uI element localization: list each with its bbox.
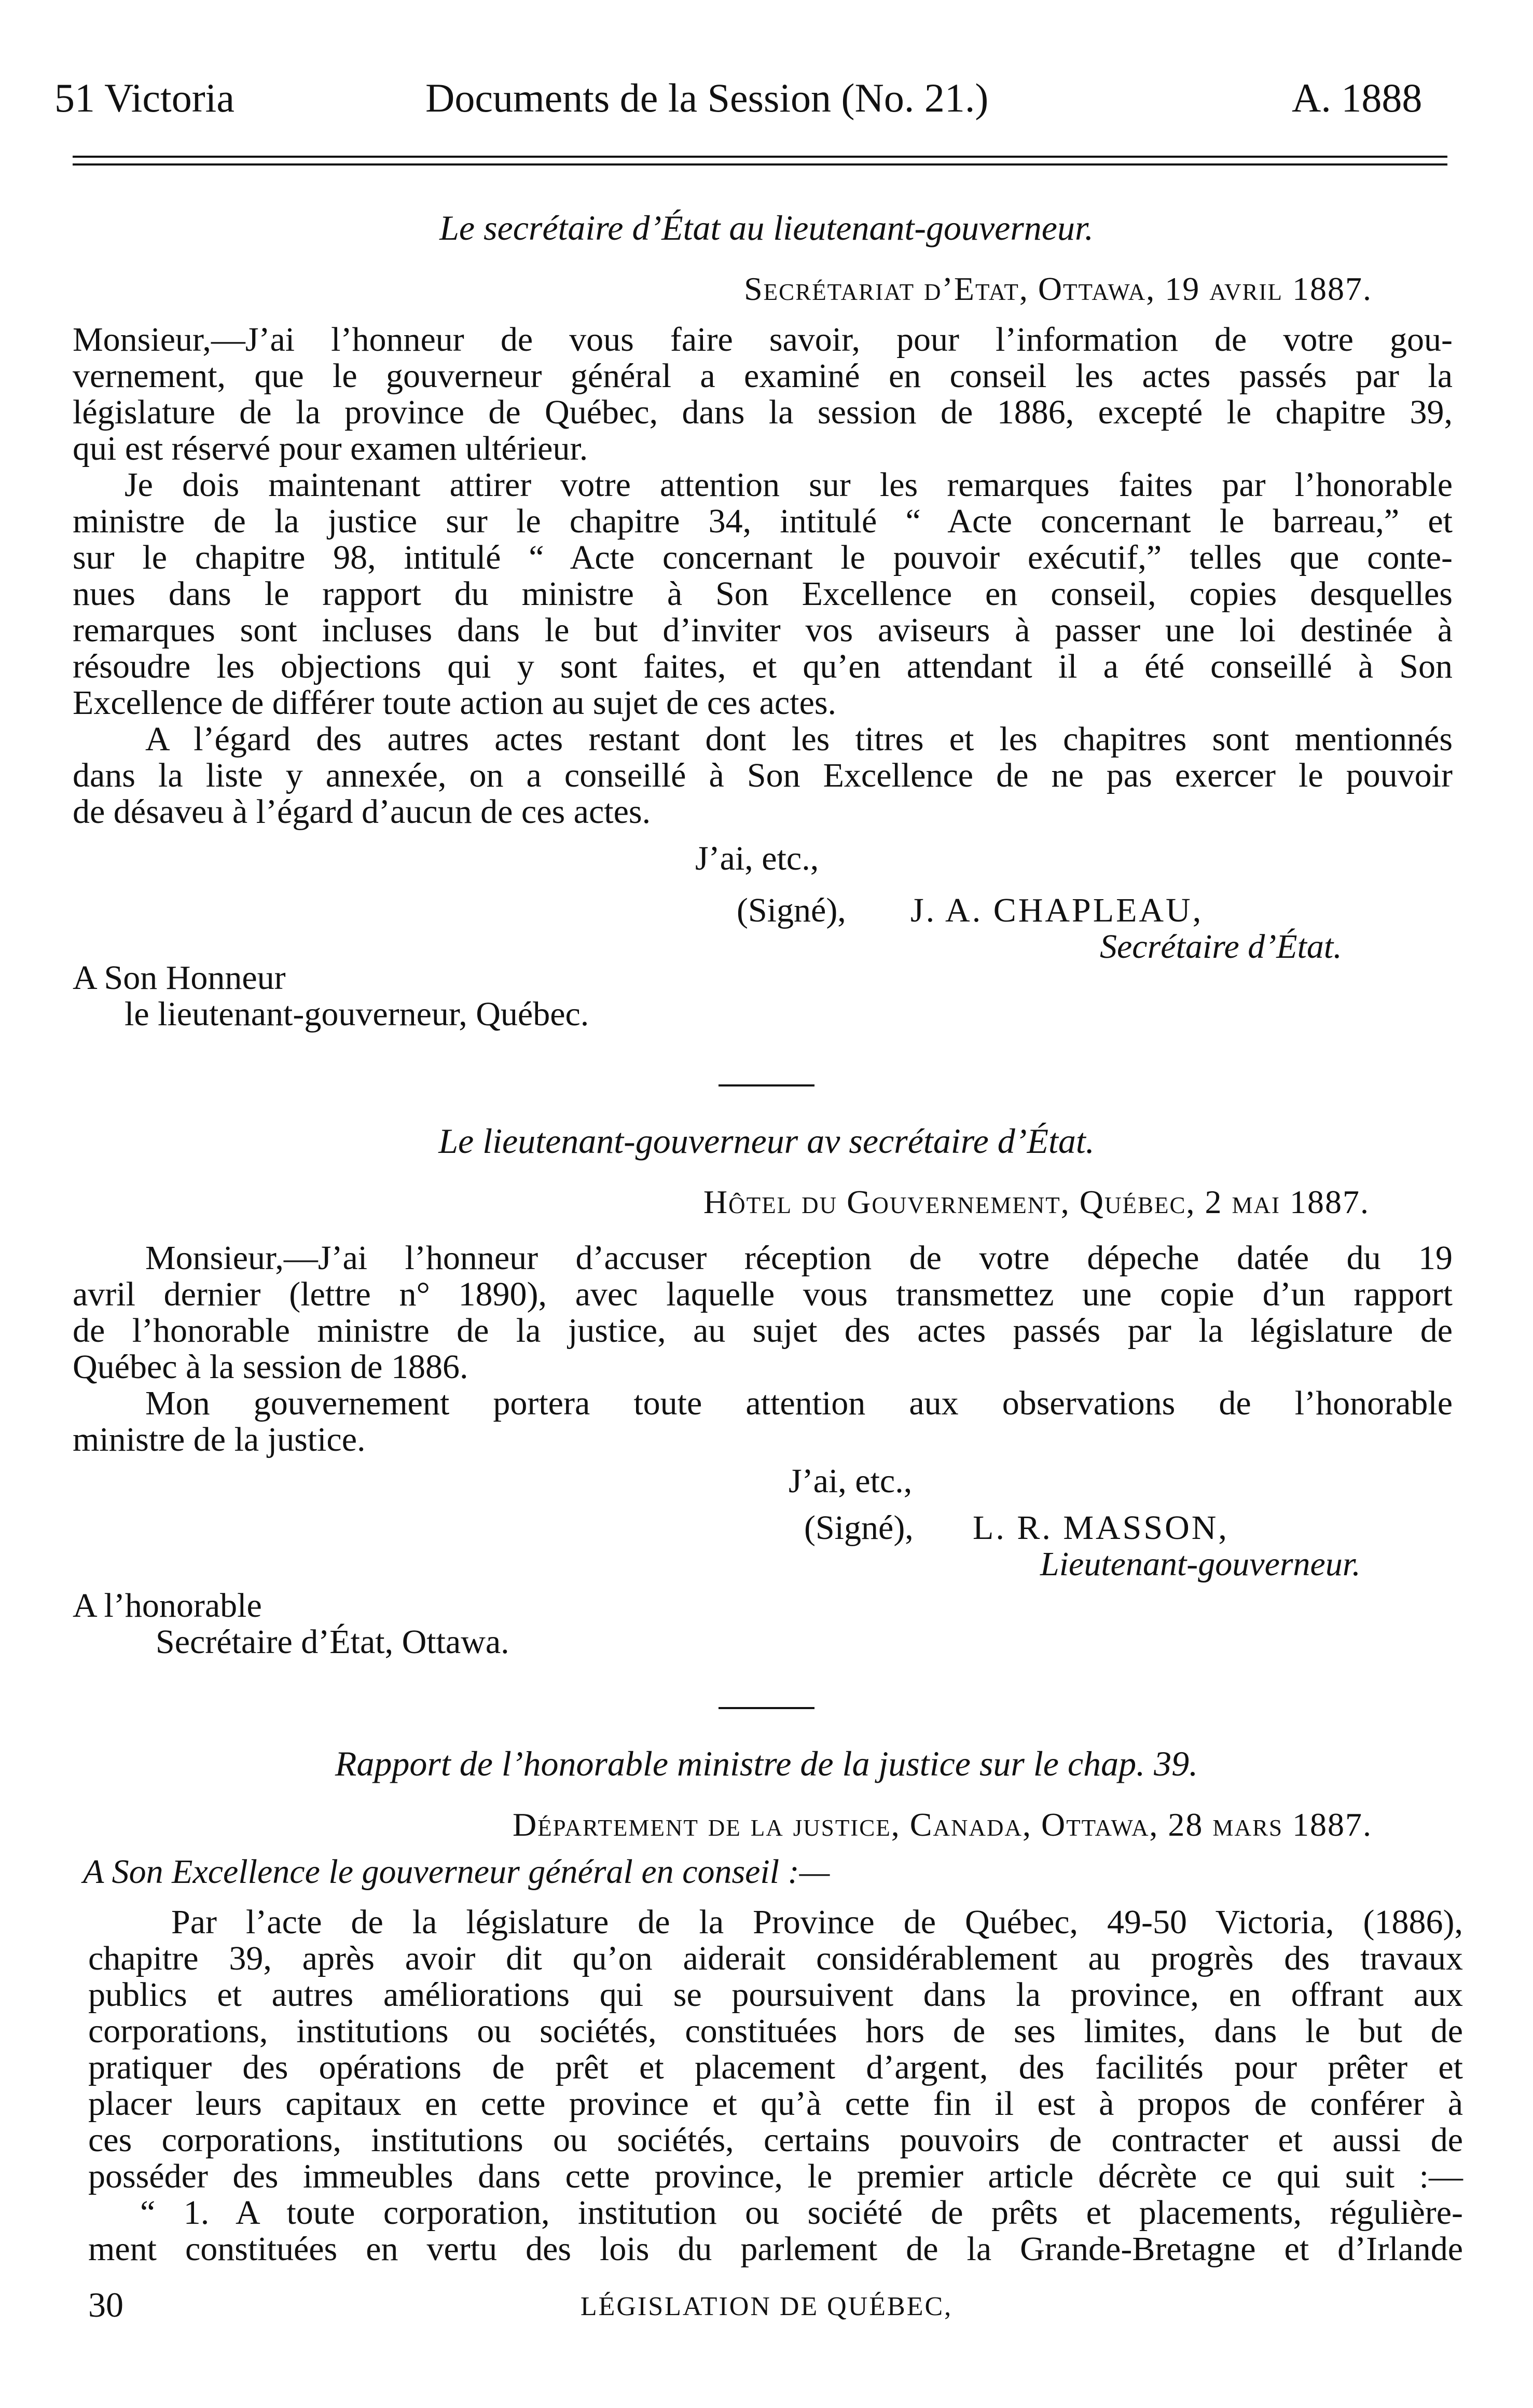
report-p1-line: chapitre 39, après avoir dit qu’on aiderait considérablement au progrès des travaux	[88, 1939, 1463, 1977]
letter2-dateline: Hôtel du Gouvernement, Québec, 2 mai 1887.	[703, 1184, 1370, 1220]
page-number: 30	[88, 2285, 123, 2324]
report-p1-line: Par l’acte de la législature de la Province de Québec, 49-50 Victoria, (1886),	[171, 1903, 1463, 1941]
report-salutation: A Son Excellence le gouverneur général en conseil :—	[83, 1853, 830, 1891]
header-volume: 51 Victoria	[54, 75, 234, 120]
letter1-p2-line: nues dans le rapport du ministre à Son Excellence en conseil, copies desquelles	[73, 575, 1453, 613]
letter1-p2-line: sur le chapitre 98, intitulé “ Acte concernant le pouvoir exécutif,” telles que conte-	[73, 539, 1453, 576]
footer-running-title: LÉGISLATION DE QUÉBEC,	[580, 2292, 953, 2321]
letter2-signe: (Signé),	[804, 1509, 914, 1547]
letter1-p1-line: vernement, que le gouverneur général a examiné en conseil les actes passés par la	[73, 357, 1453, 395]
letter1-p2-line: ministre de la justice sur le chapitre 34, intitulé “ Acte concernant le barreau,” et	[73, 502, 1453, 540]
letter2-closing: J’ai, etc.,	[789, 1462, 913, 1500]
letter1-p2-line: Excellence de différer toute action au sujet de ces actes.	[73, 684, 837, 722]
letter1-p2-line: résoudre les objections qui y sont faites, et qu’en attendant il a été conseillé à Son	[73, 648, 1453, 685]
section-separator	[719, 1084, 814, 1086]
letter1-title: Le secrétaire d’État au lieutenant-gouverneur.	[439, 208, 1094, 247]
report-p2-line: ment constituées en vertu des lois du parlement de la Grande-Bretagne et d’Irlande	[88, 2230, 1463, 2268]
report-p1-line: corporations, institutions ou sociétés, constituées hors de ses limites, dans le but de	[88, 2012, 1463, 2050]
letter1-p3-line: A l’égard des autres actes restant dont les titres et les chapitres sont mentionnés	[145, 720, 1453, 758]
letter2-p1-line: avril dernier (lettre n° 1890), avec laquelle vous transmettez une copie d’un rapport	[73, 1275, 1453, 1313]
letter1-p3-line: de désaveu à l’égard d’aucun de ces actes.	[73, 793, 651, 831]
letter2-p1-line: Québec à la session de 1886.	[73, 1348, 468, 1386]
letter2-p1-line: de l’honorable ministre de la justice, au sujet des actes passés par la législature de	[73, 1312, 1453, 1350]
letter2-address-line: Secrétaire d’État, Ottawa.	[156, 1623, 509, 1661]
letter1-signer: J. A. CHAPLEAU,	[910, 891, 1204, 929]
letter2-p2-line: ministre de la justice.	[73, 1421, 366, 1458]
report-p1-line: placer leurs capitaux en cette province et qu’à cette fin il est à propos de conférer à	[88, 2085, 1463, 2123]
letter1-address-line: le lieutenant-gouverneur, Québec.	[125, 995, 589, 1033]
letter1-p1-line: Monsieur,—J’ai l’honneur de vous faire savoir, pour l’information de votre gou-	[73, 321, 1453, 359]
letter1-signer-title: Secrétaire d’État.	[1100, 928, 1342, 966]
letter1-p1-line: qui est réservé pour examen ultérieur.	[73, 430, 588, 467]
letter1-p1-line: législature de la province de Québec, dans la session de 1886, excepté le chapitre 39,	[73, 393, 1453, 431]
letter2-p1-line: Monsieur,—J’ai l’honneur d’accuser réception de votre dépeche datée du 19	[145, 1239, 1453, 1277]
letter2-signer: L. R. MASSON,	[973, 1509, 1229, 1547]
report-p1-line: ces corporations, institutions ou sociétés, certains pouvoirs de contracter et aussi de	[88, 2121, 1463, 2159]
letter1-p2-line: remarques sont incluses dans le but d’inviter vos aviseurs à passer une loi destinée à	[73, 611, 1453, 649]
report-p1-line: pratiquer des opérations de prêt et placement d’argent, des facilités pour prêter et	[88, 2048, 1463, 2086]
report-title: Rapport de l’honorable ministre de la justice sur le chap. 39.	[335, 1744, 1198, 1783]
report-p1-line: posséder des immeubles dans cette province, le premier article décrète ce qui suit :—	[88, 2157, 1463, 2195]
header-rule-top	[73, 156, 1447, 158]
header-rule-bottom	[73, 163, 1447, 166]
letter2-signer-title: Lieutenant-gouverneur.	[1040, 1545, 1361, 1583]
report-p2-line: “ 1. A toute corporation, institution ou société de prêts et placements, régulière-	[140, 2194, 1463, 2232]
letter2-address-line: A l’honorable	[73, 1587, 262, 1625]
letter2-title: Le lieutenant-gouverneur av secrétaire d’État.	[438, 1121, 1095, 1161]
letter1-signe: (Signé),	[737, 891, 846, 929]
section-separator	[719, 1707, 814, 1709]
report-dateline: Département de la justice, Canada, Ottawa, 28 mars 1887.	[512, 1806, 1372, 1843]
letter1-closing: J’ai, etc.,	[695, 840, 819, 877]
header-year: A. 1888	[1292, 75, 1422, 120]
report-p1-line: publics et autres améliorations qui se poursuivent dans la province, en offrant aux	[88, 1976, 1463, 2014]
letter2-p2-line: Mon gouvernement portera toute attention aux observations de l’honorable	[145, 1384, 1453, 1422]
letter1-p3-line: dans la liste y annexée, on a conseillé à Son Excellence de ne pas exercer le pouvoir	[73, 756, 1453, 794]
letter1-dateline: Secrétariat d’Etat, Ottawa, 19 avril 1887.	[744, 270, 1372, 307]
letter1-p2-line: Je dois maintenant attirer votre attention sur les remarques faites par l’honorable	[125, 466, 1453, 504]
header-title: Documents de la Session (No. 21.)	[425, 75, 989, 120]
letter1-address-line: A Son Honneur	[73, 959, 286, 997]
